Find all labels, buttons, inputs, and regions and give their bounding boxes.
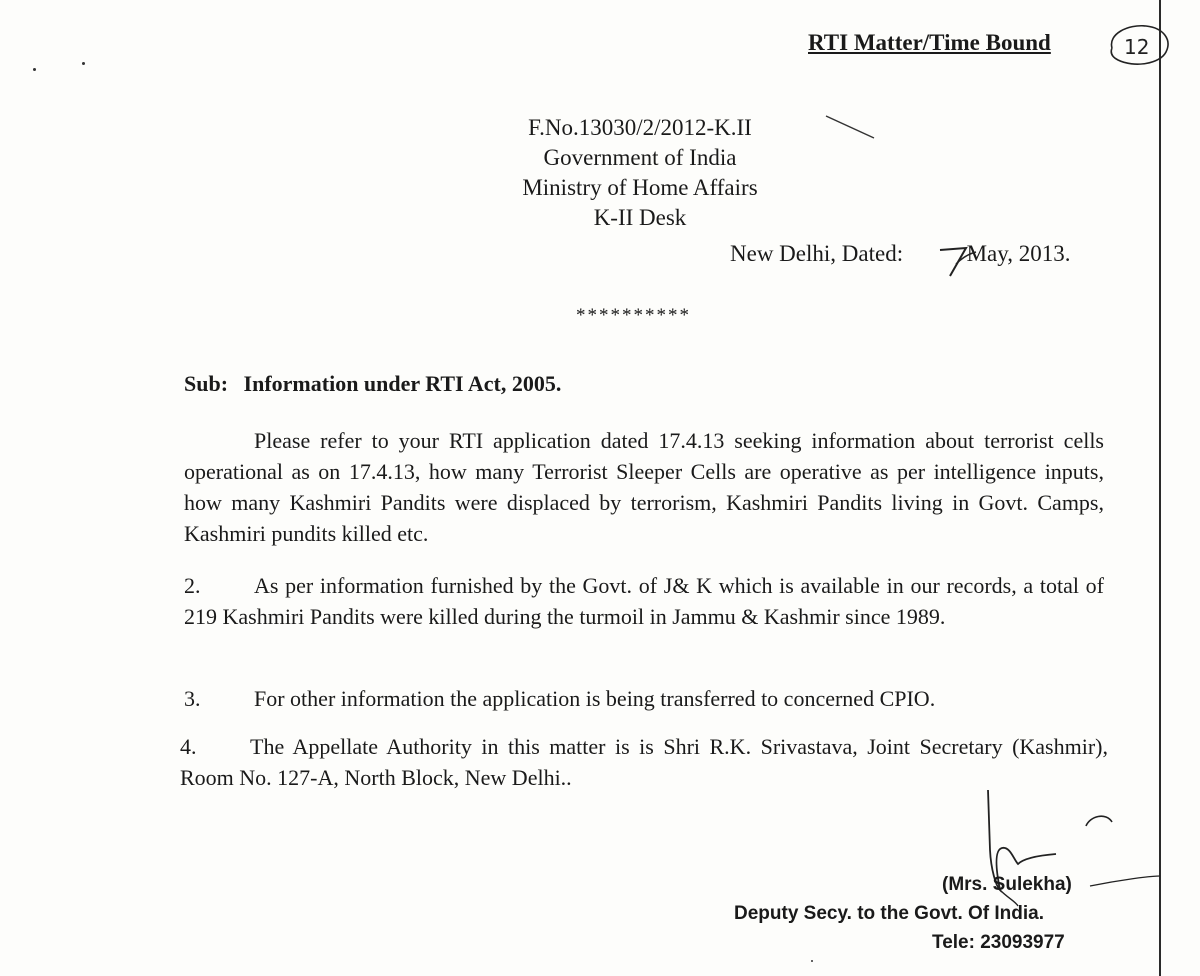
handwritten-date-day	[936, 238, 978, 280]
government-name: Government of India	[543, 145, 737, 170]
paragraph-1	[184, 425, 1104, 549]
file-number: F.No.13030/2/2012-K.II	[528, 115, 752, 140]
paragraph-number: 3.	[184, 686, 201, 711]
signatory-name: (Mrs. Sulekha)	[942, 874, 1072, 895]
paragraph-text: Please refer to your RTI application dated 17.4.13 seeking information about terrorist cells operational as on 17.4.13, how many Terrorist Sleeper Cells are operative as per intelligence inputs, how many Kashmiri Pandits were displaced by terrorism, Kashmiri Pandits living in Govt. Camps, Kashmiri pundits killed etc.	[184, 428, 1104, 546]
paragraph-number: 2.	[184, 573, 201, 598]
paragraph-text: As per information furnished by the Govt. of J& K which is available in our records, a total of 219 Kashmiri Pandits were killed during the turmoil in Jammu & Kashmir since 1989.	[184, 573, 1104, 629]
subject-text: Information under RTI Act, 2005.	[243, 371, 562, 396]
scan-speck	[82, 62, 85, 65]
signatory-designation: Deputy Secy. to the Govt. Of India.	[734, 903, 1045, 924]
ministry-name: Ministry of Home Affairs	[522, 175, 758, 200]
paragraph-text: The Appellate Authority in this matter is is Shri R.K. Srivastava, Joint Secretary (Kashmir), Room No. 127-A, North Block, New Delhi..	[180, 734, 1108, 790]
date-prefix: New Delhi, Dated:	[730, 241, 904, 266]
scan-speck	[811, 960, 813, 962]
date-line	[730, 241, 1071, 267]
paragraph-2	[184, 570, 1104, 632]
paragraph-4	[180, 731, 1108, 793]
subject-line	[184, 371, 561, 397]
paragraph-3	[184, 683, 1104, 714]
scan-speck	[33, 68, 36, 71]
signatory-phone: Tele: 23093977	[932, 932, 1065, 953]
desk-name: K-II Desk	[593, 205, 687, 230]
letterhead	[440, 113, 840, 233]
handwritten-day-value: 7	[936, 238, 937, 239]
paragraph-number: 4.	[180, 734, 197, 759]
page-number-stamp	[1104, 18, 1174, 70]
paragraph-text: For other information the application is being transferred to concerned CPIO.	[254, 686, 936, 711]
page-number: 12	[1124, 35, 1150, 59]
date-month-year: May, 2013.	[966, 241, 1071, 266]
separator-stars: **********	[576, 305, 691, 326]
rti-marking: RTI Matter/Time Bound	[808, 30, 1051, 55]
subject-label: Sub:	[184, 371, 229, 396]
pen-stroke-mark	[824, 112, 880, 142]
